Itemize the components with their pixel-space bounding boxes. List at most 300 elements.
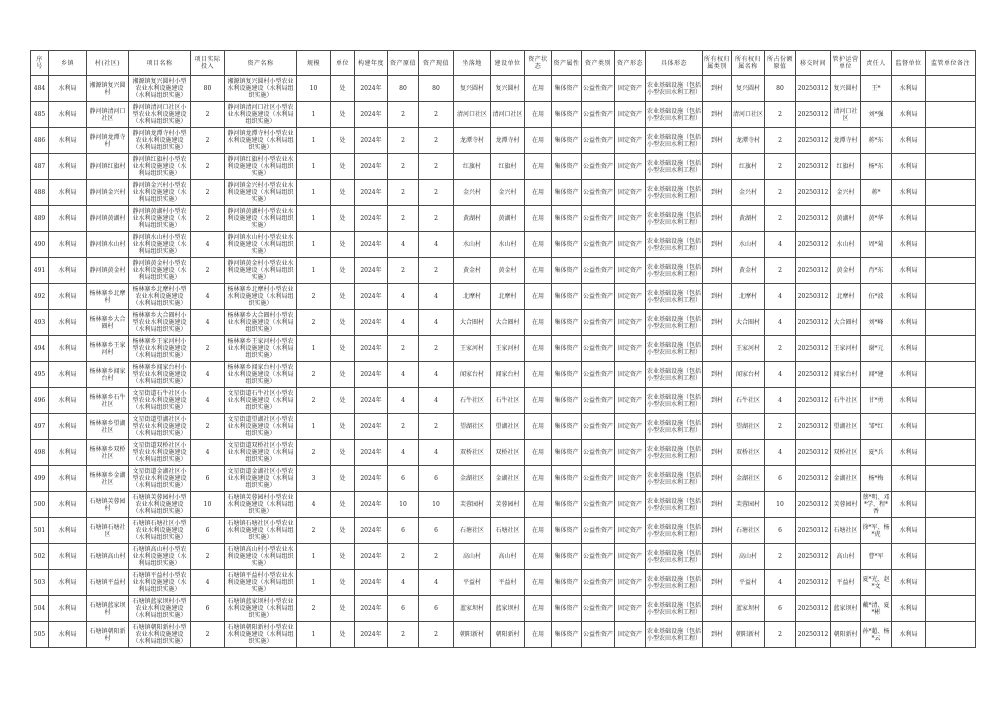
cell-asset-category: 公益性资产 xyxy=(582,232,615,258)
cell-build-year: 2024年 xyxy=(355,76,388,102)
cell-village: 静河镇黄湖村 xyxy=(87,206,129,232)
cell-unit: 处 xyxy=(331,518,355,544)
cell-township: 水利局 xyxy=(49,544,87,570)
cell-operator: 红旗村 xyxy=(831,154,861,180)
cell-asset-name: 静河镇清河口社区小型农业水利设施建设（水利局组织实施） xyxy=(225,102,297,128)
column-header-location: 坐落地 xyxy=(454,51,491,76)
cell-asset-status: 在用 xyxy=(525,388,552,414)
cell-location: 石塘社区 xyxy=(454,518,491,544)
table-row xyxy=(31,180,976,206)
cell-village: 杨林寨乡大合圈村 xyxy=(87,310,129,336)
cell-asset-form: 固定资产 xyxy=(615,544,646,570)
cell-asset-name: 文星街道石牛社区小型农业水利设施建设（水利局组织实施） xyxy=(225,388,297,414)
cell-asset-status: 在用 xyxy=(525,544,552,570)
cell-township: 水利局 xyxy=(49,388,87,414)
cell-asset-attribute: 集体资产 xyxy=(552,102,582,128)
cell-supervisor: 水利局 xyxy=(892,336,926,362)
header-row xyxy=(31,51,976,76)
cell-remarks xyxy=(926,466,976,492)
cell-operator: 金湖社区 xyxy=(831,466,861,492)
cell-supervisor: 水利局 xyxy=(892,492,926,518)
column-header-asset-name: 资产名称 xyxy=(225,51,297,76)
table-row xyxy=(31,362,976,388)
cell-location: 朝阳新村 xyxy=(454,622,491,648)
cell-project-name: 静河镇水山村小型农业水利设施建设（水利局组织实施） xyxy=(129,232,191,258)
cell-township: 水利局 xyxy=(49,284,87,310)
table-row xyxy=(31,258,976,284)
cell-specific-form: 农业基础设施（包括小型农田水利工程） xyxy=(646,102,703,128)
cell-original-value: 2 xyxy=(388,544,419,570)
cell-asset-form: 固定资产 xyxy=(615,206,646,232)
cell-scale: 1 xyxy=(297,180,331,206)
cell-build-year: 2024年 xyxy=(355,102,388,128)
cell-scale: 10 xyxy=(297,76,331,102)
cell-specific-form: 农业基础设施（包括小型农田水利工程） xyxy=(646,310,703,336)
cell-responsible-person: 周*菊 xyxy=(861,232,892,258)
cell-remarks xyxy=(926,180,976,206)
cell-handover-date: 20250312 xyxy=(796,596,831,622)
cell-village: 石塘镇蓝家坝村 xyxy=(87,596,129,622)
cell-location: 双桥社区 xyxy=(454,440,491,466)
cell-asset-name: 静河镇龙潭寺村小型农业水利设施建设（水利局组织实施） xyxy=(225,128,297,154)
cell-township: 水利局 xyxy=(49,180,87,206)
cell-current-value: 4 xyxy=(419,440,454,466)
cell-seq: 490 xyxy=(31,232,49,258)
column-header-responsible-person: 责任人 xyxy=(861,51,892,76)
cell-unit: 处 xyxy=(331,76,355,102)
table-row xyxy=(31,388,976,414)
cell-township: 水利局 xyxy=(49,414,87,440)
cell-ownership-type: 到村 xyxy=(703,76,732,102)
table-row xyxy=(31,76,976,102)
cell-location: 北摩村 xyxy=(454,284,491,310)
cell-asset-form: 固定资产 xyxy=(615,440,646,466)
cell-asset-form: 固定资产 xyxy=(615,414,646,440)
cell-ownership-name: 金兴村 xyxy=(732,180,765,206)
cell-scale: 3 xyxy=(297,466,331,492)
cell-seq: 502 xyxy=(31,544,49,570)
cell-seq: 486 xyxy=(31,128,49,154)
cell-operator: 黄金村 xyxy=(831,258,861,284)
cell-scale: 2 xyxy=(297,596,331,622)
cell-share-value: 6 xyxy=(765,596,796,622)
cell-village: 杨林寨乡石牛社区 xyxy=(87,388,129,414)
cell-asset-name: 文星街道双桥社区小型农业水利设施建设（水利局组织实施） xyxy=(225,440,297,466)
cell-project-name: 静河镇黄金村小型农业水利设施建设（水利局组织实施） xyxy=(129,258,191,284)
cell-specific-form: 农业基础设施（包括小型农田水利工程） xyxy=(646,544,703,570)
cell-asset-status: 在用 xyxy=(525,570,552,596)
cell-ownership-type: 到村 xyxy=(703,492,732,518)
cell-ownership-type: 到村 xyxy=(703,180,732,206)
cell-specific-form: 农业基础设施（包括小型农田水利工程） xyxy=(646,570,703,596)
cell-builder: 复兴圆村 xyxy=(491,76,525,102)
cell-supervisor: 水利局 xyxy=(892,258,926,284)
cell-current-value: 2 xyxy=(419,128,454,154)
cell-ownership-name: 芙蓉园村 xyxy=(732,492,765,518)
column-header-project-name: 项目名称 xyxy=(129,51,191,76)
cell-village: 石塘镇朝阳新村 xyxy=(87,622,129,648)
cell-asset-status: 在用 xyxy=(525,206,552,232)
cell-builder: 大合圈村 xyxy=(491,310,525,336)
cell-remarks xyxy=(926,492,976,518)
cell-remarks xyxy=(926,570,976,596)
cell-responsible-person: 蒋* xyxy=(861,180,892,206)
cell-operator: 闻家台村 xyxy=(831,362,861,388)
cell-asset-category: 公益性资产 xyxy=(582,440,615,466)
cell-asset-form: 固定资产 xyxy=(615,336,646,362)
cell-asset-status: 在用 xyxy=(525,102,552,128)
cell-supervisor: 水利局 xyxy=(892,388,926,414)
cell-seq: 497 xyxy=(31,414,49,440)
cell-ownership-name: 石牛社区 xyxy=(732,388,765,414)
cell-scale: 2 xyxy=(297,388,331,414)
cell-village: 静河镇水山村 xyxy=(87,232,129,258)
cell-operator: 金兴村 xyxy=(831,180,861,206)
cell-asset-form: 固定资产 xyxy=(615,518,646,544)
cell-asset-status: 在用 xyxy=(525,128,552,154)
cell-share-value: 2 xyxy=(765,102,796,128)
cell-ownership-name: 王家河村 xyxy=(732,336,765,362)
cell-asset-form: 固定资产 xyxy=(615,570,646,596)
cell-builder: 王家河村 xyxy=(491,336,525,362)
cell-asset-category: 公益性资产 xyxy=(582,492,615,518)
column-header-ownership-name: 所有权归属名称 xyxy=(732,51,765,76)
cell-responsible-person: 杨*梅 xyxy=(861,466,892,492)
cell-current-value: 6 xyxy=(419,466,454,492)
cell-unit: 处 xyxy=(331,102,355,128)
cell-project-name: 文星街道双桥社区小型农业水利设施建设（水利局组织实施） xyxy=(129,440,191,466)
cell-handover-date: 20250312 xyxy=(796,388,831,414)
cell-asset-attribute: 集体资产 xyxy=(552,336,582,362)
cell-share-value: 2 xyxy=(765,154,796,180)
cell-location: 黄金村 xyxy=(454,258,491,284)
cell-unit: 处 xyxy=(331,440,355,466)
cell-project-name: 石塘镇蓝家坝村小型农业水利设施建设（水利局组织实施） xyxy=(129,596,191,622)
cell-handover-date: 20250312 xyxy=(796,492,831,518)
cell-unit: 处 xyxy=(331,492,355,518)
cell-share-value: 2 xyxy=(765,206,796,232)
cell-responsible-person: 徐*军、杨*虎 xyxy=(861,518,892,544)
cell-scale: 2 xyxy=(297,440,331,466)
cell-asset-category: 公益性资产 xyxy=(582,570,615,596)
cell-asset-status: 在用 xyxy=(525,76,552,102)
cell-operator: 石塘社区 xyxy=(831,518,861,544)
cell-location: 石牛社区 xyxy=(454,388,491,414)
cell-supervisor: 水利局 xyxy=(892,596,926,622)
cell-asset-category: 公益性资产 xyxy=(582,336,615,362)
cell-share-value: 6 xyxy=(765,518,796,544)
cell-unit: 处 xyxy=(331,466,355,492)
cell-project-name: 石塘镇芙蓉园村小型农业水利设施建设（水利局组织实施） xyxy=(129,492,191,518)
cell-ownership-type: 到村 xyxy=(703,622,732,648)
cell-asset-status: 在用 xyxy=(525,466,552,492)
cell-asset-attribute: 集体资产 xyxy=(552,388,582,414)
cell-village: 湘源镇复兴圆村 xyxy=(87,76,129,102)
table-row xyxy=(31,102,976,128)
cell-project-investment: 2 xyxy=(191,544,225,570)
cell-responsible-person: 夏*兵 xyxy=(861,440,892,466)
cell-village: 静河镇金兴村 xyxy=(87,180,129,206)
cell-handover-date: 20250312 xyxy=(796,128,831,154)
cell-project-investment: 2 xyxy=(191,336,225,362)
cell-asset-attribute: 集体资产 xyxy=(552,128,582,154)
cell-asset-attribute: 集体资产 xyxy=(552,258,582,284)
cell-share-value: 4 xyxy=(765,310,796,336)
column-header-builder: 建设单位 xyxy=(491,51,525,76)
cell-build-year: 2024年 xyxy=(355,518,388,544)
column-header-handover-date: 移交时间 xyxy=(796,51,831,76)
cell-handover-date: 20250312 xyxy=(796,284,831,310)
cell-responsible-person: 杨*东 xyxy=(861,154,892,180)
cell-handover-date: 20250312 xyxy=(796,102,831,128)
cell-seq: 484 xyxy=(31,76,49,102)
cell-original-value: 2 xyxy=(388,206,419,232)
cell-village: 静河镇龙潭寺村 xyxy=(87,128,129,154)
cell-asset-category: 公益性资产 xyxy=(582,414,615,440)
cell-ownership-name: 黄金村 xyxy=(732,258,765,284)
cell-build-year: 2024年 xyxy=(355,258,388,284)
cell-ownership-type: 到村 xyxy=(703,544,732,570)
cell-seq: 493 xyxy=(31,310,49,336)
cell-ownership-name: 望湖社区 xyxy=(732,414,765,440)
cell-project-investment: 6 xyxy=(191,518,225,544)
cell-remarks xyxy=(926,544,976,570)
cell-asset-form: 固定资产 xyxy=(615,622,646,648)
cell-share-value: 4 xyxy=(765,388,796,414)
cell-current-value: 2 xyxy=(419,180,454,206)
cell-location: 金兴村 xyxy=(454,180,491,206)
column-header-supervisor: 监督单位 xyxy=(892,51,926,76)
cell-project-investment: 2 xyxy=(191,258,225,284)
cell-ownership-name: 平益村 xyxy=(732,570,765,596)
cell-builder: 石塘社区 xyxy=(491,518,525,544)
cell-asset-name: 静河镇红旗村小型农业水利设施建设（水利局组织实施） xyxy=(225,154,297,180)
cell-builder: 黄湖村 xyxy=(491,206,525,232)
cell-village: 静河镇红旗村 xyxy=(87,154,129,180)
cell-asset-status: 在用 xyxy=(525,492,552,518)
column-header-seq: 序 号 xyxy=(31,51,49,76)
cell-township: 水利局 xyxy=(49,440,87,466)
cell-remarks xyxy=(926,518,976,544)
cell-village: 杨林寨乡双桥社区 xyxy=(87,440,129,466)
cell-location: 水山村 xyxy=(454,232,491,258)
cell-asset-name: 静河镇黄金村小型农业水利设施建设（水利局组织实施） xyxy=(225,258,297,284)
table-row xyxy=(31,596,976,622)
cell-current-value: 80 xyxy=(419,76,454,102)
cell-asset-category: 公益性资产 xyxy=(582,206,615,232)
cell-project-investment: 2 xyxy=(191,206,225,232)
cell-ownership-name: 蓝家坝村 xyxy=(732,596,765,622)
table-row xyxy=(31,284,976,310)
column-header-asset-category: 资产类别 xyxy=(582,51,615,76)
cell-asset-name: 石塘镇石塘社区小型农业水利设施建设（水利局组织实施） xyxy=(225,518,297,544)
cell-builder: 红旗村 xyxy=(491,154,525,180)
cell-operator: 水山村 xyxy=(831,232,861,258)
cell-builder: 蓝家坝村 xyxy=(491,596,525,622)
cell-seq: 499 xyxy=(31,466,49,492)
cell-ownership-name: 大合圈村 xyxy=(732,310,765,336)
cell-operator: 朝阳新村 xyxy=(831,622,861,648)
cell-project-investment: 2 xyxy=(191,180,225,206)
asset-table xyxy=(30,50,976,648)
cell-project-name: 石塘镇石塘社区小型农业水利设施建设（水利局组织实施） xyxy=(129,518,191,544)
cell-supervisor: 水利局 xyxy=(892,414,926,440)
cell-seq: 505 xyxy=(31,622,49,648)
cell-scale: 2 xyxy=(297,310,331,336)
cell-unit: 处 xyxy=(331,180,355,206)
cell-ownership-type: 到村 xyxy=(703,518,732,544)
cell-current-value: 2 xyxy=(419,154,454,180)
cell-original-value: 2 xyxy=(388,102,419,128)
column-header-project-investment: 项目实际投入 xyxy=(191,51,225,76)
cell-asset-category: 公益性资产 xyxy=(582,284,615,310)
cell-unit: 处 xyxy=(331,570,355,596)
cell-ownership-type: 到村 xyxy=(703,570,732,596)
cell-seq: 492 xyxy=(31,284,49,310)
cell-share-value: 10 xyxy=(765,492,796,518)
cell-remarks xyxy=(926,440,976,466)
cell-asset-name: 石塘镇朝阳新村小型农业水利设施建设（水利局组织实施） xyxy=(225,622,297,648)
cell-location: 金湖社区 xyxy=(454,466,491,492)
cell-ownership-type: 到村 xyxy=(703,388,732,414)
cell-build-year: 2024年 xyxy=(355,284,388,310)
cell-location: 复兴圆村 xyxy=(454,76,491,102)
cell-supervisor: 水利局 xyxy=(892,518,926,544)
cell-ownership-name: 黄湖村 xyxy=(732,206,765,232)
cell-current-value: 2 xyxy=(419,258,454,284)
cell-seq: 487 xyxy=(31,154,49,180)
cell-seq: 496 xyxy=(31,388,49,414)
cell-supervisor: 水利局 xyxy=(892,232,926,258)
cell-supervisor: 水利局 xyxy=(892,284,926,310)
cell-project-investment: 2 xyxy=(191,102,225,128)
cell-handover-date: 20250312 xyxy=(796,258,831,284)
cell-scale: 1 xyxy=(297,570,331,596)
cell-builder: 黄金村 xyxy=(491,258,525,284)
cell-ownership-name: 红旗村 xyxy=(732,154,765,180)
cell-handover-date: 20250312 xyxy=(796,154,831,180)
cell-specific-form: 农业基础设施（包括小型农田水利工程） xyxy=(646,466,703,492)
cell-seq: 489 xyxy=(31,206,49,232)
cell-remarks xyxy=(926,128,976,154)
cell-asset-status: 在用 xyxy=(525,518,552,544)
cell-asset-form: 固定资产 xyxy=(615,492,646,518)
cell-project-investment: 2 xyxy=(191,414,225,440)
cell-ownership-type: 到村 xyxy=(703,232,732,258)
cell-builder: 闻家台村 xyxy=(491,362,525,388)
cell-location: 红旗村 xyxy=(454,154,491,180)
cell-ownership-name: 清河口社区 xyxy=(732,102,765,128)
cell-asset-attribute: 集体资产 xyxy=(552,180,582,206)
table-row xyxy=(31,154,976,180)
cell-remarks xyxy=(926,154,976,180)
cell-asset-status: 在用 xyxy=(525,284,552,310)
cell-ownership-type: 到村 xyxy=(703,154,732,180)
cell-location: 大合圈村 xyxy=(454,310,491,336)
cell-project-name: 杨林寨乡北摩村小型农业水利设施建设（水利局组织实施） xyxy=(129,284,191,310)
cell-seq: 504 xyxy=(31,596,49,622)
cell-original-value: 2 xyxy=(388,336,419,362)
cell-specific-form: 农业基础设施（包括小型农田水利工程） xyxy=(646,388,703,414)
cell-specific-form: 农业基础设施（包括小型农田水利工程） xyxy=(646,284,703,310)
cell-project-investment: 2 xyxy=(191,128,225,154)
cell-responsible-person: 孙*超、杨*云 xyxy=(861,622,892,648)
cell-asset-status: 在用 xyxy=(525,232,552,258)
cell-asset-attribute: 集体资产 xyxy=(552,570,582,596)
cell-township: 水利局 xyxy=(49,76,87,102)
cell-asset-category: 公益性资产 xyxy=(582,388,615,414)
cell-handover-date: 20250312 xyxy=(796,414,831,440)
cell-specific-form: 农业基础设施（包括小型农田水利工程） xyxy=(646,154,703,180)
column-header-asset-attribute: 资产属性 xyxy=(552,51,582,76)
cell-current-value: 2 xyxy=(419,414,454,440)
cell-project-investment: 6 xyxy=(191,596,225,622)
cell-remarks xyxy=(926,310,976,336)
cell-asset-category: 公益性资产 xyxy=(582,76,615,102)
cell-asset-name: 静河镇黄湖村小型农业水利设施建设（水利局组织实施） xyxy=(225,206,297,232)
cell-specific-form: 农业基础设施（包括小型农田水利工程） xyxy=(646,596,703,622)
cell-supervisor: 水利局 xyxy=(892,180,926,206)
cell-ownership-type: 到村 xyxy=(703,128,732,154)
cell-township: 水利局 xyxy=(49,622,87,648)
cell-responsible-person: 邹*红 xyxy=(861,414,892,440)
cell-handover-date: 20250312 xyxy=(796,206,831,232)
cell-current-value: 4 xyxy=(419,284,454,310)
cell-scale: 2 xyxy=(297,362,331,388)
cell-unit: 处 xyxy=(331,310,355,336)
table-body xyxy=(31,76,976,648)
cell-scale: 1 xyxy=(297,622,331,648)
cell-builder: 朝阳新村 xyxy=(491,622,525,648)
cell-specific-form: 农业基础设施（包括小型农田水利工程） xyxy=(646,206,703,232)
cell-township: 水利局 xyxy=(49,232,87,258)
table-row xyxy=(31,336,976,362)
cell-location: 望湖社区 xyxy=(454,414,491,440)
column-header-current-value: 资产现值 xyxy=(419,51,454,76)
cell-build-year: 2024年 xyxy=(355,128,388,154)
cell-unit: 处 xyxy=(331,206,355,232)
cell-build-year: 2024年 xyxy=(355,310,388,336)
cell-location: 平益村 xyxy=(454,570,491,596)
cell-build-year: 2024年 xyxy=(355,596,388,622)
cell-village: 石塘镇平益村 xyxy=(87,570,129,596)
cell-original-value: 4 xyxy=(388,440,419,466)
cell-supervisor: 水利局 xyxy=(892,310,926,336)
cell-asset-category: 公益性资产 xyxy=(582,258,615,284)
cell-ownership-type: 到村 xyxy=(703,258,732,284)
cell-asset-category: 公益性资产 xyxy=(582,466,615,492)
cell-asset-status: 在用 xyxy=(525,258,552,284)
cell-build-year: 2024年 xyxy=(355,466,388,492)
cell-asset-name: 静河镇金兴村小型农业水利设施建设（水利局组织实施） xyxy=(225,180,297,206)
cell-responsible-person: 黄*华 xyxy=(861,206,892,232)
cell-asset-name: 杨林寨乡北摩村小型农业水利设施建设（水利局组织实施） xyxy=(225,284,297,310)
cell-scale: 1 xyxy=(297,102,331,128)
column-header-asset-status: 资产状态 xyxy=(525,51,552,76)
cell-seq: 495 xyxy=(31,362,49,388)
cell-project-investment: 6 xyxy=(191,466,225,492)
column-header-scale: 规模 xyxy=(297,51,331,76)
cell-township: 水利局 xyxy=(49,518,87,544)
cell-specific-form: 农业基础设施（包括小型农田水利工程） xyxy=(646,492,703,518)
cell-operator: 龙潭寺村 xyxy=(831,128,861,154)
table-row xyxy=(31,622,976,648)
cell-asset-attribute: 集体资产 xyxy=(552,466,582,492)
table-row xyxy=(31,232,976,258)
cell-village: 石塘镇石塘社区 xyxy=(87,518,129,544)
cell-builder: 高山村 xyxy=(491,544,525,570)
cell-township: 水利局 xyxy=(49,570,87,596)
